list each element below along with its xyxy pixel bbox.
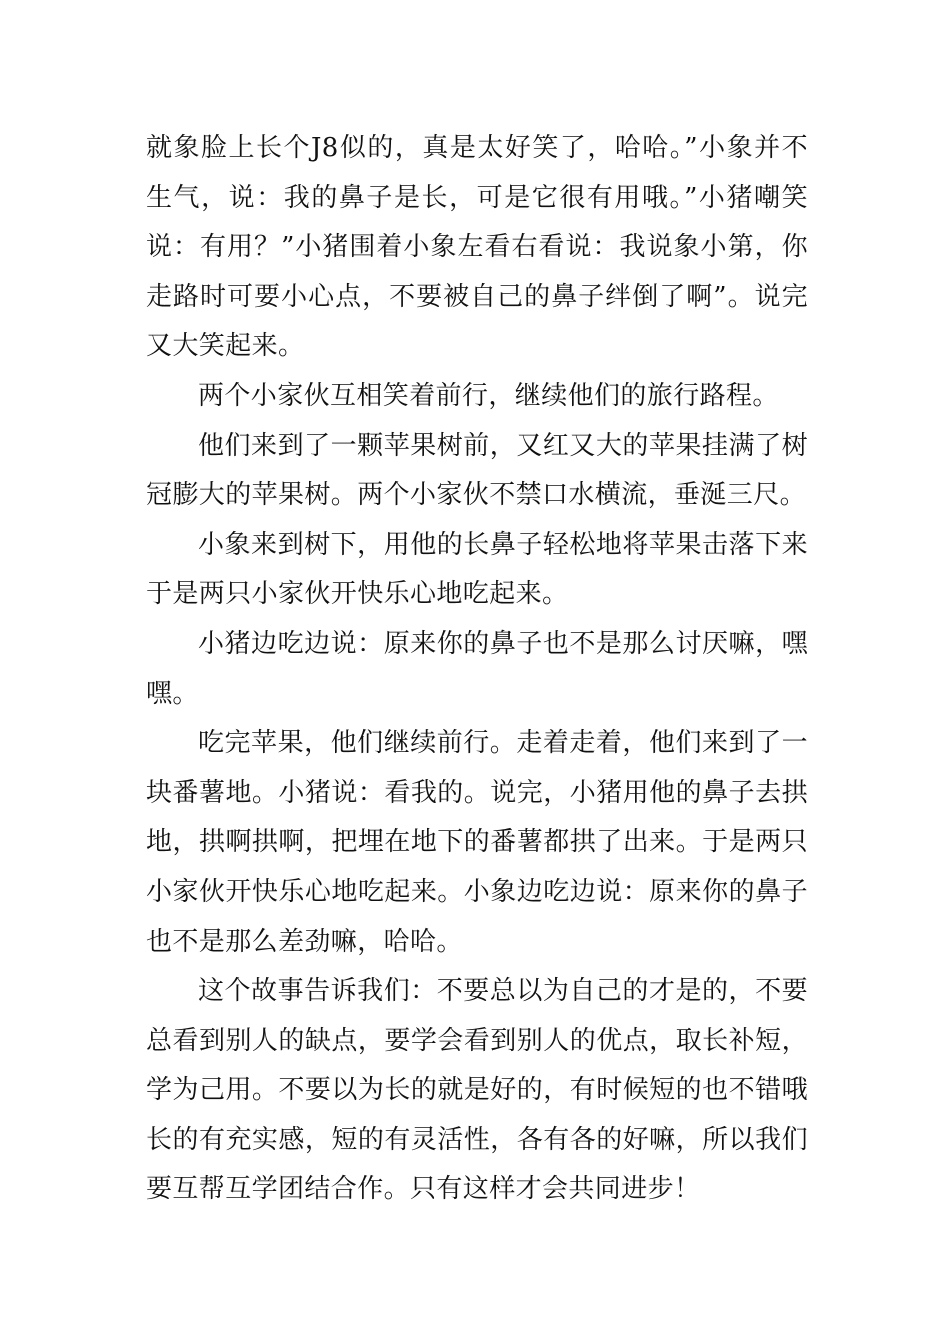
paragraph-5: 小猪边吃边说：原来你的鼻子也不是那么讨厌嘛，嘿嘿。 xyxy=(146,628,808,709)
paragraph-2: 两个小家伙互相笑着前行，继续他们的旅行路程。 xyxy=(198,380,779,411)
story-text xyxy=(146,124,808,1215)
paragraph-4: 小象来到树下，用他的长鼻子轻松地将苹果击落下来于是两只小家伙开快乐心地吃起来。 xyxy=(146,529,808,610)
paragraph-6: 吃完苹果，他们继续前行。走着走着，他们来到了一块番薯地。小猪说：看我的。说完，小猪用他的鼻子去拱地，拱啊拱啊，把埋在地下的番薯都拱了出来。于是两只小家伙开快乐心地吃起来。小象边吃边说：原来你的鼻子也不是那么差劲嘛，哈哈。 xyxy=(146,728,808,957)
paragraph-3: 他们来到了一颗苹果树前，又红又大的苹果挂满了树冠膨大的苹果树。两个小家伙不禁口水横流，垂涎三尺。 xyxy=(146,430,808,511)
paragraph-1: 就象脸上长个J8似的，真是太好笑了，哈哈。”小象并不生气，说：我的鼻子是长，可是它很有用哦。”小猪嘲笑说：有用？”小猪围着小象左看右看说：我说象小第，你走路时可要小心点，不要被自己的鼻子绊倒了啊”。说完又大笑起来。 xyxy=(146,133,808,362)
paragraph-7: 这个故事告诉我们：不要总以为自己的才是的，不要总看到别人的缺点，要学会看到别人的优点，取长补短，学为己用。不要以为长的就是好的，有时候短的也不错哦长的有充实感，短的有灵活性，各有各的好嘛，所以我们要互帮互学团结合作。只有这样才会共同进步！ xyxy=(146,976,808,1205)
